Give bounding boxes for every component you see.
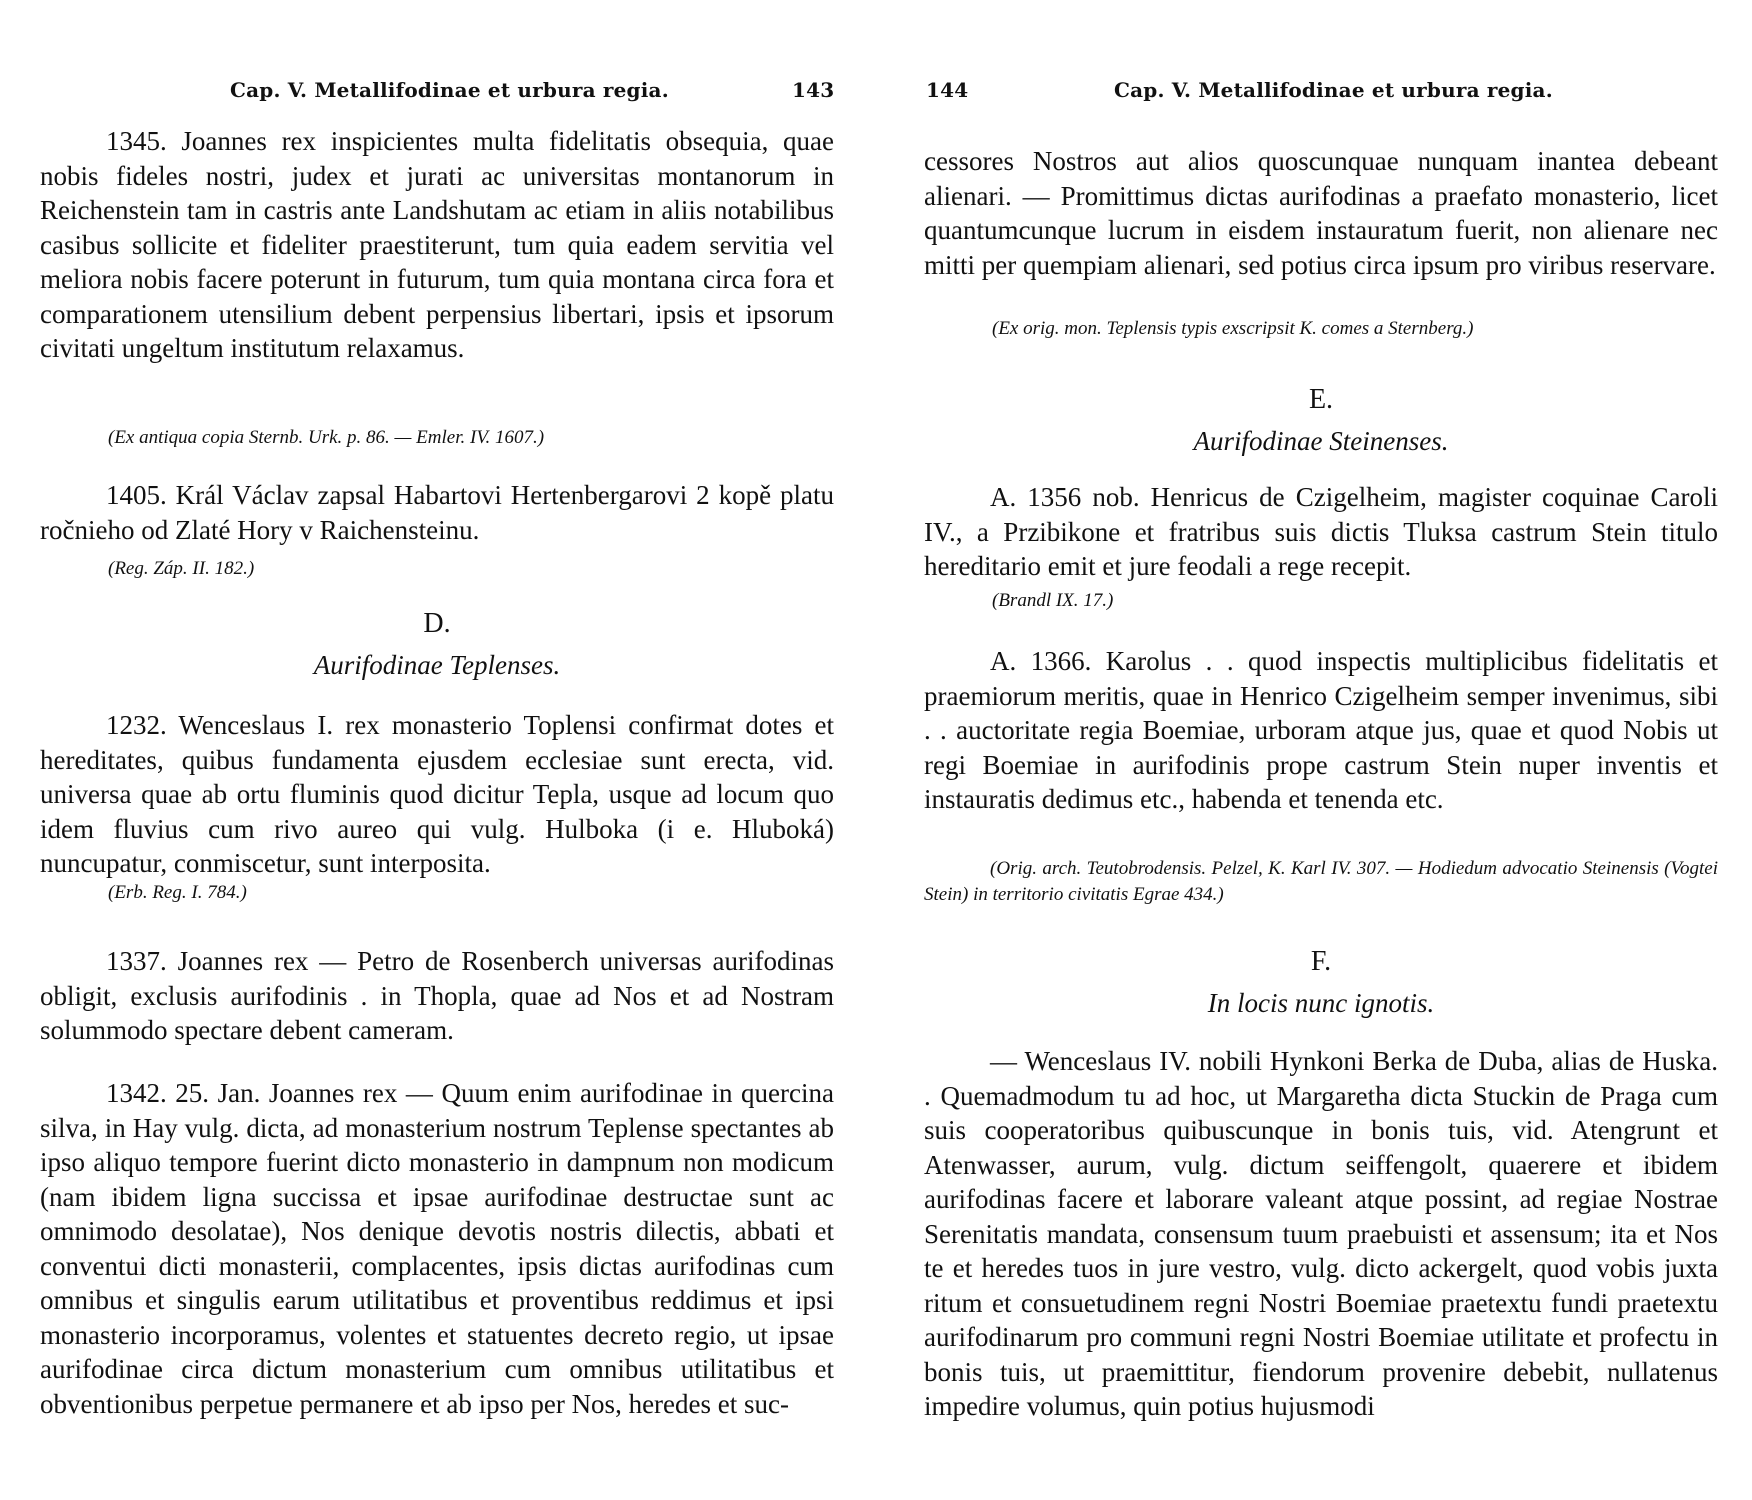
right-source-1: (Ex orig. mon. Teplensis typis exscripsit K. comes a Sternberg.) xyxy=(992,318,1474,339)
right-paragraph-continuation: cessores Nostros aut alios quoscunquae nunquam inantea debeant alienari. — Promittimus dictas aurifodinas a praefato monasterio, licet quantumcunque lucrum in eisdem instauratum fuerit, non alienare nec mitti per quempiam alienari, sed potius circa ipsum pro viribus reservare. xyxy=(924,146,1718,280)
left-source-3: (Erb. Reg. I. 784.) xyxy=(108,882,247,903)
left-paragraph-1232: 1232. Wenceslaus I. rex monasterio Toplensi confirmat dotes et hereditates, quibus fundamenta ejusdem ecclesiae sunt erecta, vid. universa quae ab ortu fluminis quod dicitur Tepla, usque ad locum quo idem fluvius cum rivo aureo qui vulg. Hulboka (i e. Hluboká) nuncupatur, conmiscetur, sunt interposita. xyxy=(40,710,834,878)
right-running-header: Cap. V. Metallifodinae et urbura regia. xyxy=(1114,78,1553,102)
section-d-letter: D. xyxy=(423,608,451,639)
right-paragraph-wenceslaus: — Wenceslaus IV. nobili Hynkoni Berka de Duba, alias de Huska. . Quemadmodum tu ad hoc, ut Margaretha dicta Stuckin de Praga cum suis cooperatoribus quibuscunque in bonis tuis, vid. Atengrunt et Atenwasser, aurum, vulg. dictum seiffengolt, quaerere et ibidem aurifodinas facere et laborare valeant atque possint, ad regiae Nostrae Serenitatis mandata, consensum tuum praebuisti et assensum; ita et Nos te et heredes tuos in jure vestro, vulg. dicto ackergelt, quod vobis juxta ritum et consuetudinem regni Nostri Boemiae praetextu fundi praetextu aurifodinarum pro communi regni Nostri Boemiae utilitate et profectu in bonis tuis, ut praemittitur, fiendorum provenire debebit, nullatenus impedire volumus, quin potius hujusmodi xyxy=(924,1046,1718,1421)
left-paragraph-1342: 1342. 25. Jan. Joannes rex — Quum enim aurifodinae in quercina silva, in Hay vulg. dicta, ad monasterium nostrum Teplense spectantes ab ipso aliquo tempore fuerint dicto monasterio in dampnum non modicum (nam ibidem ligna succissa et ipsae aurifodinae destructae sunt ac omnimodo desolatae), Nos denique devotis nostris dilectis, abbati et conventui dicti monasterii, complacentes, ipsis dictas aurifodinas cum omnibus et singulis earum utilitatibus et proventibus reddimus et ipsi monasterio incorporamus, volentes et statuentes decreto regio, ut ipsae aurifodinae circa dictum monasterium cum omnibus utilitatibus et obventionibus perpetue permanere et ab ipso per Nos, heredes et suc- xyxy=(40,1078,834,1419)
section-e-letter: E. xyxy=(1308,384,1334,415)
left-source-1: (Ex antiqua copia Sternb. Urk. p. 86. — Emler. IV. 1607.) xyxy=(108,427,545,448)
left-paragraph-1405: 1405. Král Václav zapsal Habartovi Hertenbergarovi 2 kopě platu ročnieho od Zlaté Hory v Raichensteinu. xyxy=(40,480,834,545)
right-paragraph-1356: A. 1356 nob. Henricus de Czigelheim, magister coquinae Caroli IV., a Przibikone et fratribus suis dictis Tluksa castrum Stein titulo hereditario emit et jure feodali a rege recepit. xyxy=(924,482,1718,581)
left-page-number: 143 xyxy=(792,78,835,102)
right-page xyxy=(876,0,1752,1500)
right-page-number: 144 xyxy=(926,78,969,102)
left-paragraph-1345: 1345. Joannes rex inspicientes multa fidelitatis obsequia, quae nobis fideles nostri, judex et jurati ac universitas montanorum in Reichenstein tam in castris ante Landshutam ac etiam in aliis notabilibus casibus sollicite et fideliter praestiterunt, tum quia eadem servitia vel meliora nobis facere poterunt in futurum, tum quia montana circa fora et comparationem utensilium debent perpensius libertari, ipsis et ipsorum civitati ungeltum institutum relaxamus. xyxy=(40,126,834,363)
right-source-2: (Brandl IX. 17.) xyxy=(992,590,1114,611)
section-d-title: Aurifodinae Teplenses. xyxy=(313,650,561,680)
right-source-3: (Orig. arch. Teutobrodensis. Pelzel, K. Karl IV. 307. — Hodiedum advocatio Steinensis (Vogtei Stein) in territorio civitatis Egrae 434.) xyxy=(924,858,1718,905)
right-paragraph-1366: A. 1366. Karolus . . quod inspectis multiplicibus fidelitatis et praemiorum meritis, quae in Henrico Czigelheim semper invenimus, sibi . . auctoritate regia Boemiae, urboram atque jus, quae et quod Nobis ut regi Boemiae in aurifodinis prope castrum Stein nuper inventis et instauratis dedimus etc., habenda et tenenda etc. xyxy=(924,646,1718,814)
left-running-header: Cap. V. Metallifodinae et urbura regia. xyxy=(230,78,669,102)
section-e-title: Aurifodinae Steinenses. xyxy=(1193,426,1449,456)
left-source-2: (Reg. Záp. II. 182.) xyxy=(108,558,255,579)
left-paragraph-1337: 1337. Joannes rex — Petro de Rosenberch universas aurifodinas obligit, exclusis aurifodinis . in Thopla, quae ad Nos et ad Nostram solummodo spectare debent cameram. xyxy=(40,946,834,1045)
section-f-title: In locis nunc ignotis. xyxy=(1207,988,1435,1018)
section-f-letter: F. xyxy=(1310,946,1332,977)
